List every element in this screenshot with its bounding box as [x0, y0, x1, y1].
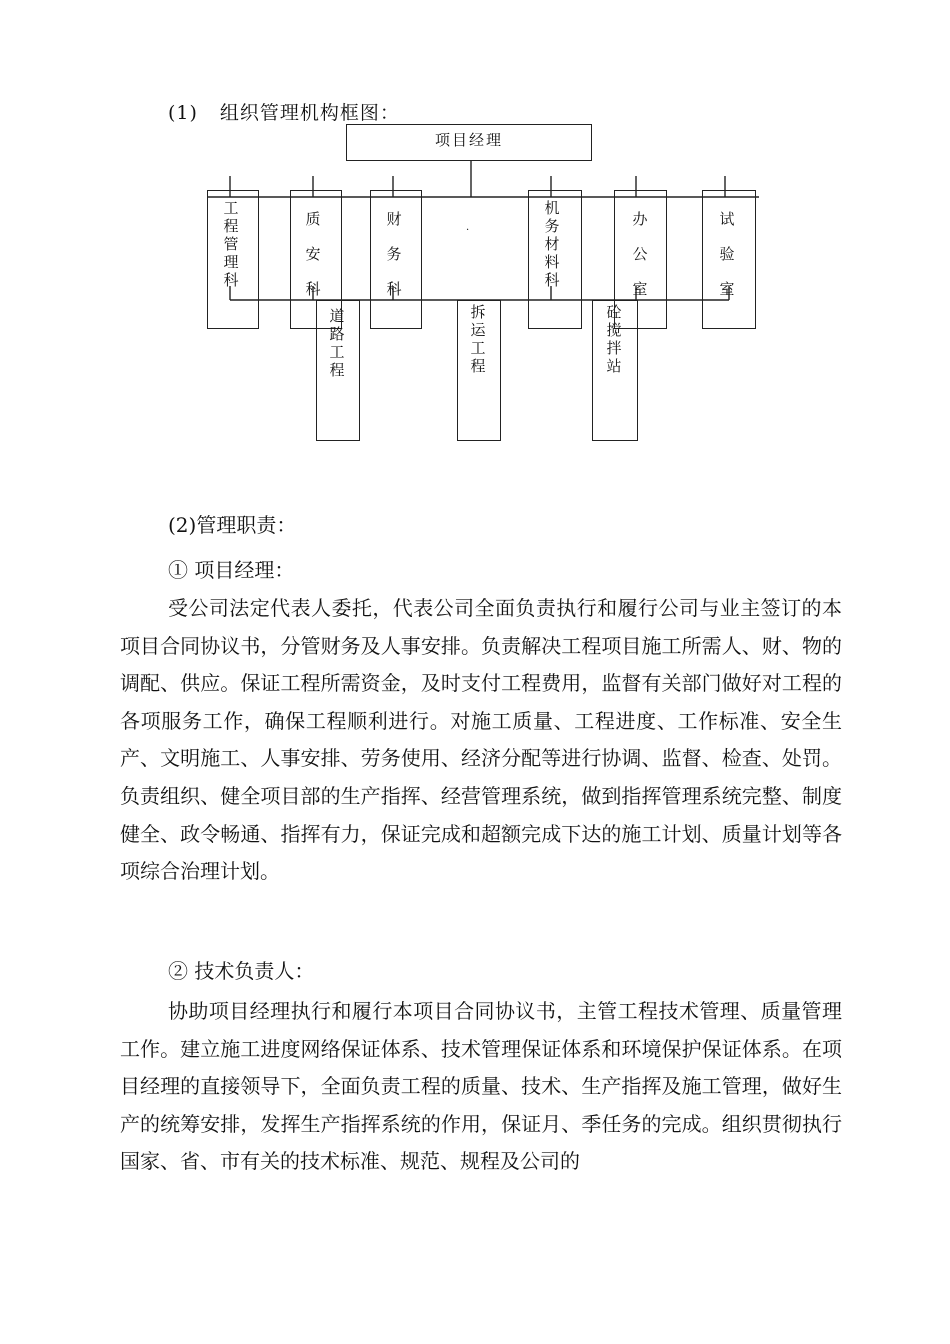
sub2-heading: ② 技术负责人：: [168, 959, 315, 983]
unit-label-mixing: 砼搅拌站: [606, 303, 622, 375]
sub1-heading: ① 项目经理：: [168, 558, 295, 582]
dept-label-safety: 质安科: [305, 210, 321, 298]
dept-label-machinery: 机务材料科: [544, 199, 560, 289]
dept-label-finance: 财务科: [386, 210, 402, 298]
sub2-body: 协助项目经理执行和履行本项目合同协议书，主管工程技术管理、质量管理工作。建立施工进度网络保证体系、技术管理保证体系和环境保护保证体系。在项目经理的直接领导下，全面负责工程的质量、技术、生产指挥及施工管理，做好生产的统筹安排，发挥生产指挥系统的作用，保证月、季任务的完成。组织贯彻执行国家、省、市有关的技术标准、规范、规程及公司的: [120, 999, 842, 1174]
dept-label-engineering: 工程管理科: [223, 199, 239, 289]
dept-label-office: 办公室: [632, 210, 648, 298]
unit-label-demolition: 拆运工程: [470, 303, 486, 375]
section-title-text: 组织管理机构框图：: [219, 102, 400, 124]
dept-label-lab: 试验室: [719, 210, 735, 298]
sub1-body: 受公司法定代表人委托，代表公司全面负责执行和履行公司与业主签订的本项目合同协议书，分管财务及人事安排。负责解决工程项目施工所需人、财、物的调配、供应。保证工程所需资金，及时支付工程费用，监督有关部门做好对工程的各项服务工作，确保工程顺利进行。对施工质量、工程进度、工作标准、安全生产、文明施工、人事安排、劳务使用、经济分配等进行协调、监督、检查、处罚。负责组织、健全项目部的生产指挥、经营管理系统，做到指挥管理系统完整、制度健全、政令畅通、指挥有力，保证完成和超额完成下达的施工计划、质量计划等各项综合治理计划。: [120, 596, 842, 884]
section2-heading: (2)管理职责：: [168, 513, 297, 537]
chart-dot: .: [466, 222, 470, 233]
unit-label-road: 道路工程: [329, 307, 345, 379]
top-box-label: 项目经理: [434, 131, 503, 149]
section-number: (1): [168, 102, 198, 124]
